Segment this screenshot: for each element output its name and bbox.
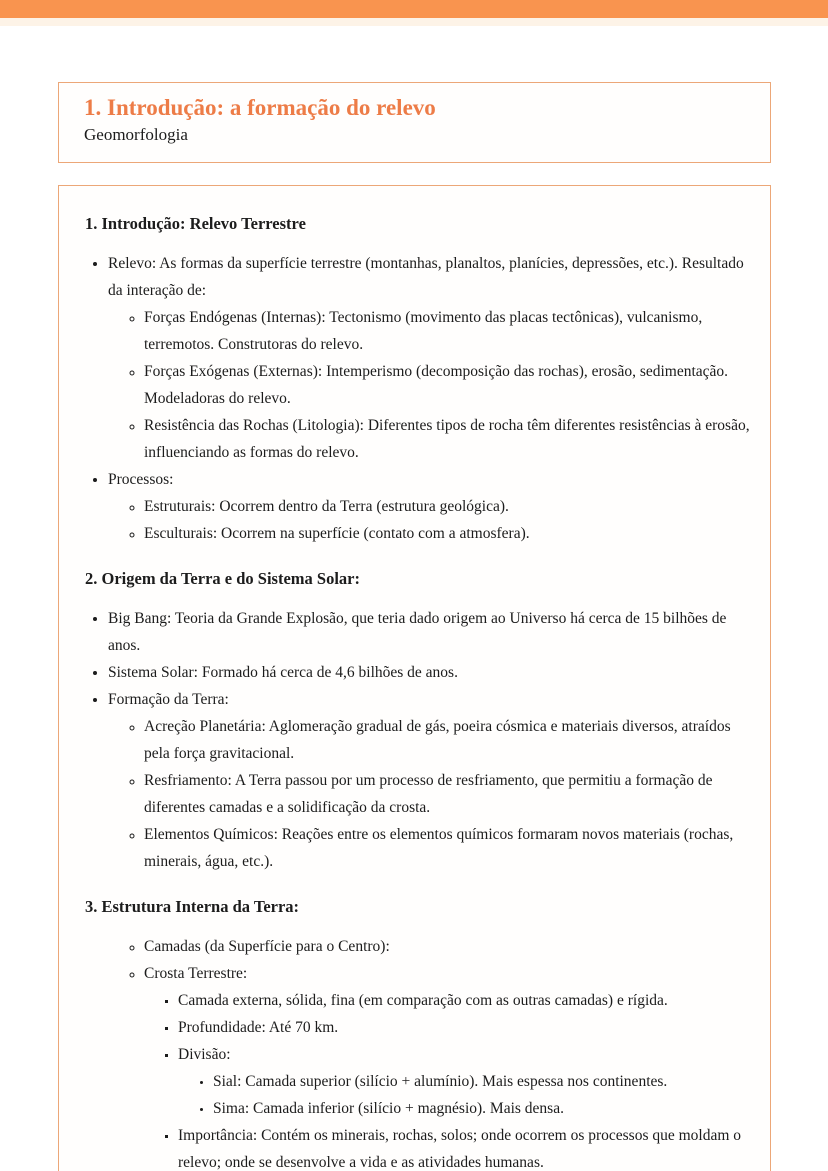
- list-item: [144, 767, 758, 821]
- list-item: [108, 466, 758, 547]
- list-item: [108, 686, 758, 875]
- list-item: [144, 358, 758, 412]
- page-title: 1. Introdução: a formação do relevo: [84, 95, 436, 120]
- list-item-text: Divisão:: [178, 1046, 231, 1063]
- list-item: [213, 1068, 758, 1095]
- list-item-text: Resfriamento: A Terra passou por um processo de resfriamento, que permitiu a formação de diferentes camadas e a solidificação da crosta.: [144, 772, 713, 816]
- list-item-text: Processos:: [108, 471, 174, 488]
- section-2-list: [85, 605, 758, 875]
- list-item-text: Resistência das Rochas (Litologia): Diferentes tipos de rocha têm diferentes resistências à erosão, influenciando as formas do relevo.: [144, 417, 750, 461]
- list-item-text: Camada externa, sólida, fina (em comparação com as outras camadas) e rígida.: [178, 992, 668, 1009]
- section-3-list: [85, 933, 758, 1171]
- top-accent-bar-fade: [0, 18, 828, 26]
- list-item-text: Camadas (da Superfície para o Centro):: [144, 938, 390, 955]
- list-item: [144, 493, 758, 520]
- list-item-text: Acreção Planetária: Aglomeração gradual de gás, poeira cósmica e materiais diversos, atraídos pela força gravitacional.: [144, 718, 731, 762]
- list-item: [178, 1041, 758, 1122]
- top-accent-bar: [0, 0, 828, 18]
- list-item: [178, 987, 758, 1014]
- list-item-text: Importância: Contém os minerais, rochas, solos; onde ocorrem os processos que moldam o relevo; onde se desenvolve a vida e as atividades humanas.: [178, 1127, 742, 1171]
- page-subtitle: Geomorfologia: [84, 125, 188, 144]
- section-1-list: [85, 250, 758, 547]
- list-item: [108, 250, 758, 466]
- list-item: [178, 1014, 758, 1041]
- list-item: [108, 659, 758, 686]
- list-item: [144, 713, 758, 767]
- list-item-text: Profundidade: Até 70 km.: [178, 1019, 339, 1036]
- list-item-text: Sima: Camada inferior (silício + magnésio). Mais densa.: [213, 1100, 564, 1117]
- list-item: [144, 821, 758, 875]
- list-item-text: Relevo: As formas da superfície terrestre (montanhas, planaltos, planícies, depressões, etc.). Resultado da interação de:: [108, 255, 744, 299]
- list-item: [144, 933, 758, 960]
- section-heading-2: 2. Origem da Terra e do Sistema Solar:: [85, 569, 360, 588]
- list-item-text: Estruturais: Ocorrem dentro da Terra (estrutura geológica).: [144, 498, 509, 515]
- list-item: [213, 1095, 758, 1122]
- list-item-text: Formação da Terra:: [108, 691, 229, 708]
- list-item: [144, 520, 758, 547]
- list-item-text: Big Bang: Teoria da Grande Explosão, que teria dado origem ao Universo há cerca de 15 bilhões de anos.: [108, 610, 727, 654]
- section-heading-1: 1. Introdução: Relevo Terrestre: [85, 214, 306, 233]
- list-item: [144, 304, 758, 358]
- list-item: [144, 412, 758, 466]
- list-item-text: Sistema Solar: Formado há cerca de 4,6 bilhões de anos.: [108, 664, 458, 681]
- list-item-text: Crosta Terrestre:: [144, 965, 248, 982]
- section-heading-3: 3. Estrutura Interna da Terra:: [85, 897, 300, 916]
- list-item-text: Sial: Camada superior (silício + alumínio). Mais espessa nos continentes.: [213, 1073, 668, 1090]
- title-card: [58, 82, 771, 163]
- list-item-text: Forças Endógenas (Internas): Tectonismo (movimento das placas tectônicas), vulcanismo, terremotos. Construtoras do relevo.: [144, 309, 703, 353]
- list-item-text: Elementos Químicos: Reações entre os elementos químicos formaram novos materiais (rochas, minerais, água, etc.).: [144, 826, 734, 870]
- list-item-text: Forças Exógenas (Externas): Intemperismo (decomposição das rochas), erosão, sedimentação. Modeladoras do relevo.: [144, 363, 729, 407]
- list-item: [144, 960, 758, 1171]
- document-body: [85, 210, 758, 1171]
- list-item: [108, 605, 758, 659]
- list-item: [178, 1122, 758, 1171]
- content-card: [58, 185, 771, 1171]
- list-item-text: Esculturais: Ocorrem na superfície (contato com a atmosfera).: [144, 525, 530, 542]
